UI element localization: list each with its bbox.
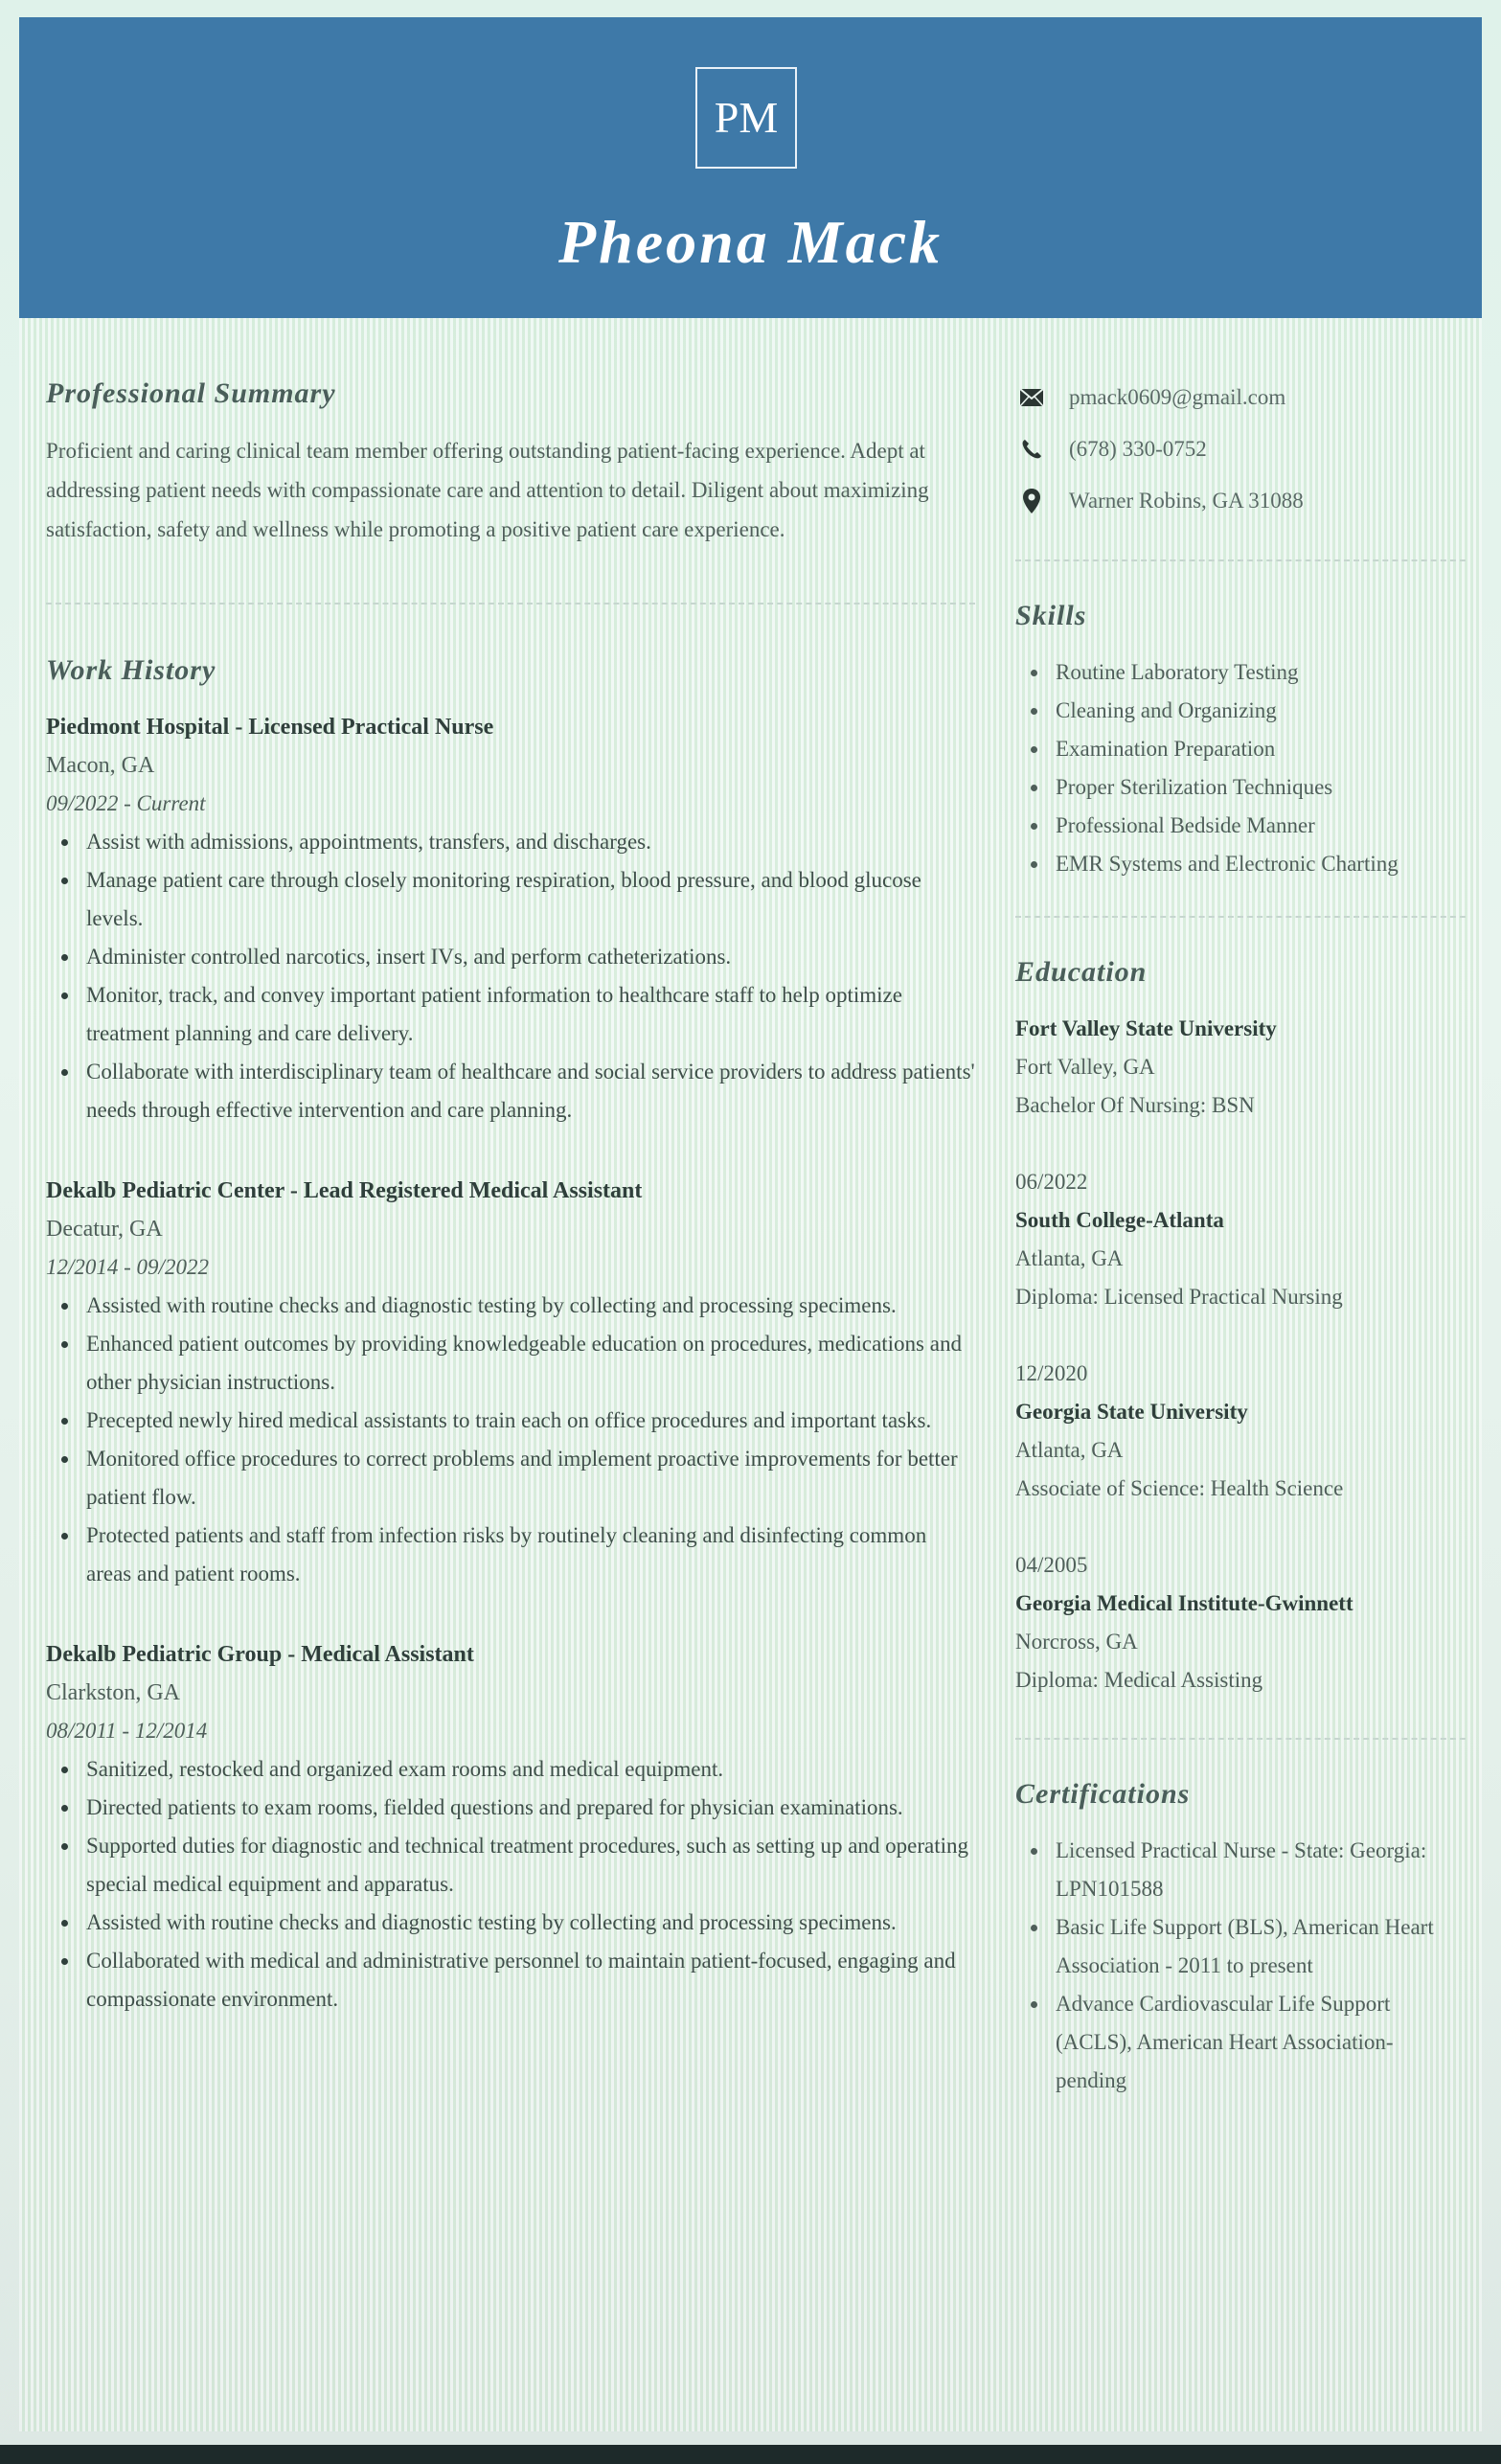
list-item: • Enhanced patient outcomes by providing knowledgeable education on procedures, medications and other physician instructions. — [80, 1325, 975, 1402]
section-title-work: Work History — [46, 654, 216, 686]
job-title: Dekalb Pediatric Center - Lead Registered Medical Assistant — [46, 1178, 643, 1203]
divider — [1015, 916, 1466, 918]
job-dates: 09/2022 - Current — [46, 791, 206, 815]
list-item: • Administer controlled narcotics, insert IVs, and perform catheterizations. — [80, 938, 975, 976]
education-entry — [1015, 1163, 1466, 1316]
section-title-summary: Professional Summary — [46, 377, 336, 409]
candidate-name: Pheona Mack — [558, 208, 943, 276]
resume-header — [19, 17, 1482, 318]
graduation-date: 12/2020 — [1015, 1361, 1088, 1385]
school-name: Fort Valley State University — [1015, 1016, 1277, 1040]
resume-page — [19, 17, 1482, 2431]
degree: Diploma: Licensed Practical Nursing — [1015, 1285, 1343, 1309]
school-name: Georgia State University — [1015, 1400, 1248, 1424]
section-title-certifications: Certifications — [1015, 1778, 1191, 1810]
job-title: Dekalb Pediatric Group - Medical Assistant — [46, 1642, 474, 1667]
list-item: • Collaborated with medical and administrative personnel to maintain patient-focused, engaging and compassionate environment. — [80, 1942, 975, 2019]
list-item: • Collaborate with interdisciplinary team of healthcare and social service providers to address patients' needs through effective intervention and care planning. — [80, 1053, 975, 1129]
list-item: • Directed patients to exam rooms, fielded questions and prepared for physician examinations. — [80, 1789, 975, 1827]
monogram: PM — [695, 67, 797, 169]
list-item: • Sanitized, restocked and organized exam rooms and medical equipment. — [80, 1750, 975, 1789]
list-item: • Cleaning and Organizing — [1050, 692, 1466, 730]
list-item: • Proper Sterilization Techniques — [1050, 768, 1466, 807]
contact-address — [1015, 475, 1466, 527]
divider — [1015, 559, 1466, 561]
school-location: Atlanta, GA — [1015, 1246, 1124, 1270]
summary-text: Proficient and caring clinical team member offering outstanding patient-facing experience. Adept at addressing patient needs with compassionate care and attention to detail. Diligent about maximizing satisfaction, safety and wellness while promoting a positive patient care experience. — [46, 439, 929, 541]
envelope-icon — [1015, 388, 1048, 407]
list-item: • Monitor, track, and convey important patient information to healthcare staff to help optimize treatment planning and care delivery. — [80, 976, 975, 1053]
job-location: Clarkston, GA — [46, 1680, 180, 1705]
list-item: • Routine Laboratory Testing — [1050, 653, 1466, 692]
contact-email[interactable] — [1015, 372, 1466, 423]
address-text: Warner Robins, GA 31088 — [1069, 489, 1304, 513]
list-item: • Advance Cardiovascular Life Support (ACLS), American Heart Association- pending — [1050, 1985, 1466, 2100]
list-item: • Monitored office procedures to correct problems and implement proactive improvements for better patient flow. — [80, 1440, 975, 1517]
list-item: • Assisted with routine checks and diagnostic testing by collecting and processing specimens. — [80, 1904, 975, 1942]
list-item: • Basic Life Support (BLS), American Heart Association - 2011 to present — [1050, 1908, 1466, 1985]
job-location: Macon, GA — [46, 753, 155, 778]
list-item: • Examination Preparation — [1050, 730, 1466, 768]
education-entry — [1015, 1546, 1466, 1700]
bottom-bar — [0, 2445, 1501, 2464]
education-entry — [1015, 1355, 1466, 1508]
school-name: South College-Atlanta — [1015, 1208, 1224, 1232]
job-bullets — [46, 823, 975, 1129]
right-column — [1015, 372, 1466, 2100]
email-text: pmack0609@gmail.com — [1069, 385, 1286, 409]
phone-icon — [1015, 438, 1048, 461]
section-title-education: Education — [1015, 956, 1148, 988]
list-item: • Precepted newly hired medical assistants to train each on office procedures and important tasks. — [80, 1402, 975, 1440]
school-location: Fort Valley, GA — [1015, 1055, 1155, 1079]
job-title: Piedmont Hospital - Licensed Practical Nurse — [46, 715, 494, 740]
list-item: • EMR Systems and Electronic Charting — [1050, 845, 1466, 883]
job-entry — [46, 1172, 975, 1593]
graduation-date: 06/2022 — [1015, 1170, 1088, 1194]
job-bullets — [46, 1287, 975, 1593]
list-item: • Manage patient care through closely monitoring respiration, blood pressure, and blood glucose levels. — [80, 861, 975, 938]
school-name: Georgia Medical Institute-Gwinnett — [1015, 1591, 1353, 1615]
list-item: • Supported duties for diagnostic and technical treatment procedures, such as setting up and operating special medical equipment and apparatus. — [80, 1827, 975, 1904]
contact-phone[interactable] — [1015, 423, 1466, 475]
list-item: • Protected patients and staff from infection risks by routinely cleaning and disinfecting common areas and patient rooms. — [80, 1517, 975, 1593]
job-location: Decatur, GA — [46, 1217, 163, 1242]
section-title-skills: Skills — [1015, 600, 1087, 631]
certifications-list — [1015, 1832, 1466, 2100]
divider — [1015, 1738, 1466, 1740]
phone-text: (678) 330-0752 — [1069, 437, 1207, 461]
degree: Diploma: Medical Assisting — [1015, 1668, 1263, 1692]
skills-list — [1015, 653, 1466, 883]
map-pin-icon — [1015, 488, 1048, 514]
list-item: • Assist with admissions, appointments, transfers, and discharges. — [80, 823, 975, 861]
job-bullets — [46, 1750, 975, 2019]
job-dates: 08/2011 - 12/2014 — [46, 1719, 208, 1743]
graduation-date: 04/2005 — [1015, 1553, 1088, 1577]
list-item: • Assisted with routine checks and diagnostic testing by collecting and processing specimens. — [80, 1287, 975, 1325]
school-location: Norcross, GA — [1015, 1630, 1138, 1654]
degree: Associate of Science: Health Science — [1015, 1476, 1344, 1500]
left-column — [46, 377, 975, 2061]
list-item: • Licensed Practical Nurse - State: Georgia: LPN101588 — [1050, 1832, 1466, 1908]
education-entry — [1015, 1010, 1466, 1125]
job-entry — [46, 1635, 975, 2019]
job-dates: 12/2014 - 09/2022 — [46, 1255, 209, 1279]
school-location: Atlanta, GA — [1015, 1438, 1124, 1462]
divider — [46, 603, 975, 605]
job-entry — [46, 708, 975, 1129]
list-item: • Professional Bedside Manner — [1050, 807, 1466, 845]
degree: Bachelor Of Nursing: BSN — [1015, 1093, 1255, 1117]
